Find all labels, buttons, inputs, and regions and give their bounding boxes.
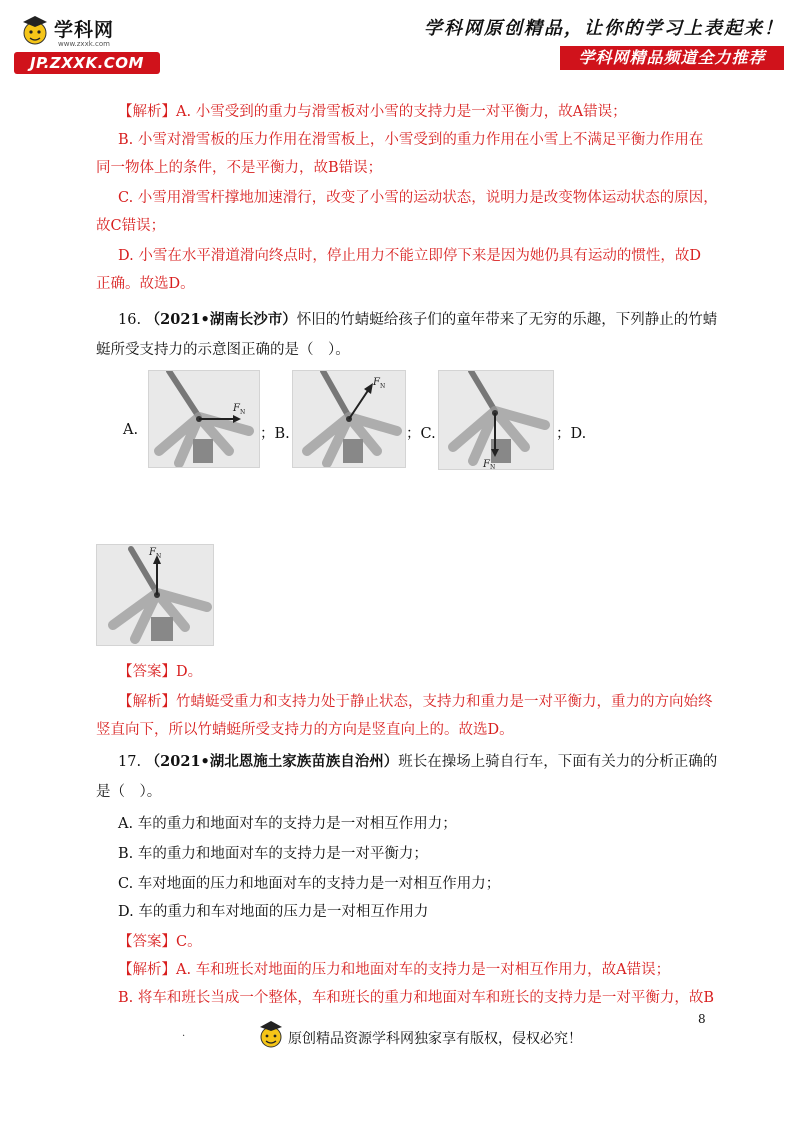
dragonfly-figure xyxy=(439,371,553,469)
force-label-b: F xyxy=(373,377,380,388)
q17-stem-line2: 是（ ）。 xyxy=(96,784,162,800)
q15-analysis-line: 正确。故选D。 xyxy=(96,276,195,292)
force-label-a: F xyxy=(233,403,240,414)
figure-option-a xyxy=(148,370,260,468)
figure-option-c xyxy=(438,370,554,470)
q15-analysis-line: D. 小雪在水平滑道滑向终点时，停止用力不能立即停下来是因为她仍具有运动的惯性，故D xyxy=(118,248,701,264)
q17-analysis-line: B. 将车和班长当成一个整体，车和班长的重力和地面对车和班长的支持力是一对平衡力，故B xyxy=(118,990,715,1006)
svg-text:N: N xyxy=(156,553,162,560)
q15-analysis-line: 【解析】A. 小雪受到的重力与滑雪板对小雪的支持力是一对平衡力，故A错误； xyxy=(118,104,627,120)
q17-option-a: A. 车的重力和地面对车的支持力是一对相互作用力； xyxy=(118,816,457,832)
option-c-label: ；C. xyxy=(406,426,436,442)
q15-analysis-line: 同一物体上的条件，不是平衡力，故B错误； xyxy=(96,160,383,176)
force-label-d: F xyxy=(149,547,156,558)
svg-text:N: N xyxy=(490,464,496,469)
q17-answer: 【答案】C。 xyxy=(118,934,202,950)
zxxk-logo[interactable] xyxy=(14,12,160,72)
page-footer xyxy=(0,1010,800,1070)
mascot-icon xyxy=(256,1018,286,1050)
footer-dot: . xyxy=(182,1028,186,1039)
q15-analysis-line: 故C错误； xyxy=(96,218,166,234)
q16-answer: 【答案】D。 xyxy=(118,664,203,680)
copyright-notice: 原创精品资源学科网独家享有版权，侵权必究！ xyxy=(288,1031,582,1047)
logo-url: JP.ZXXK.COM xyxy=(14,52,160,74)
mascot-icon xyxy=(18,14,52,48)
q15-analysis-line: C. 小雪用滑雪杆撑地加速滑行，改变了小雪的运动状态，说明力是改变物体运动状态的原因， xyxy=(118,190,718,206)
q16-analysis-line: 【解析】竹蜻蜓受重力和支持力处于静止状态，支持力和重力是一对平衡力，重力的方向始终 xyxy=(118,694,713,710)
figure-option-b xyxy=(292,370,406,468)
question-number: 17. xyxy=(118,754,142,770)
question-source: （2021•湖北恩施土家族苗族自治州） xyxy=(145,753,399,770)
figure-option-d xyxy=(96,544,214,646)
logo-domain: www.zxxk.com xyxy=(58,40,110,48)
svg-text:N: N xyxy=(240,409,246,416)
logo-title: 学科网 xyxy=(54,19,115,41)
q17-option-c: C. 车对地面的压力和地面对车的支持力是一对相互作用力； xyxy=(118,876,501,892)
q17-stem: 17. （2021•湖北恩施土家族苗族自治州）班长在操场上骑自行车，下面有关力的分析正确的 xyxy=(118,753,718,770)
q16-analysis-line: 竖直向下，所以竹蜻蜓所受支持力的方向是竖直向上的。故选D。 xyxy=(96,722,514,738)
q17-analysis-line: 【解析】A. 车和班长对地面的压力和地面对车的支持力是一对相互作用力，故A错误； xyxy=(118,962,671,978)
question-source: （2021•湖南长沙市） xyxy=(145,311,297,328)
svg-text:N: N xyxy=(380,383,386,390)
dragonfly-figure xyxy=(97,545,213,645)
dragonfly-figure xyxy=(149,371,259,467)
q15-analysis-line: B. 小雪对滑雪板的压力作用在滑雪板上，小雪受到的重力作用在小雪上不满足平衡力作用在 xyxy=(118,132,704,148)
force-label-c: F xyxy=(483,459,490,469)
page-header xyxy=(0,0,800,80)
page-number: 8 xyxy=(698,1012,706,1026)
q16-stem-line2: 蜓所受支持力的示意图正确的是（ ）。 xyxy=(96,342,350,358)
q16-stem: 16. （2021•湖南长沙市）怀旧的竹蜻蜓给孩子们的童年带来了无穷的乐趣，下列静止的竹蜻 xyxy=(118,311,718,328)
question-number: 16. xyxy=(118,312,142,328)
q17-option-b: B. 车的重力和地面对车的支持力是一对平衡力； xyxy=(118,846,428,862)
option-d-label: ；D. xyxy=(556,426,587,442)
option-b-label: ；B. xyxy=(260,426,290,442)
q17-option-d: D. 车的重力和车对地面的压力是一对相互作用力 xyxy=(118,904,429,920)
option-a-label: A. xyxy=(123,422,139,438)
header-slogan: 学科网原创精品，让你的学习上表起来！ xyxy=(424,18,784,39)
dragonfly-figure xyxy=(293,371,405,467)
channel-banner: 学科网精品频道全力推荐 xyxy=(560,46,784,70)
